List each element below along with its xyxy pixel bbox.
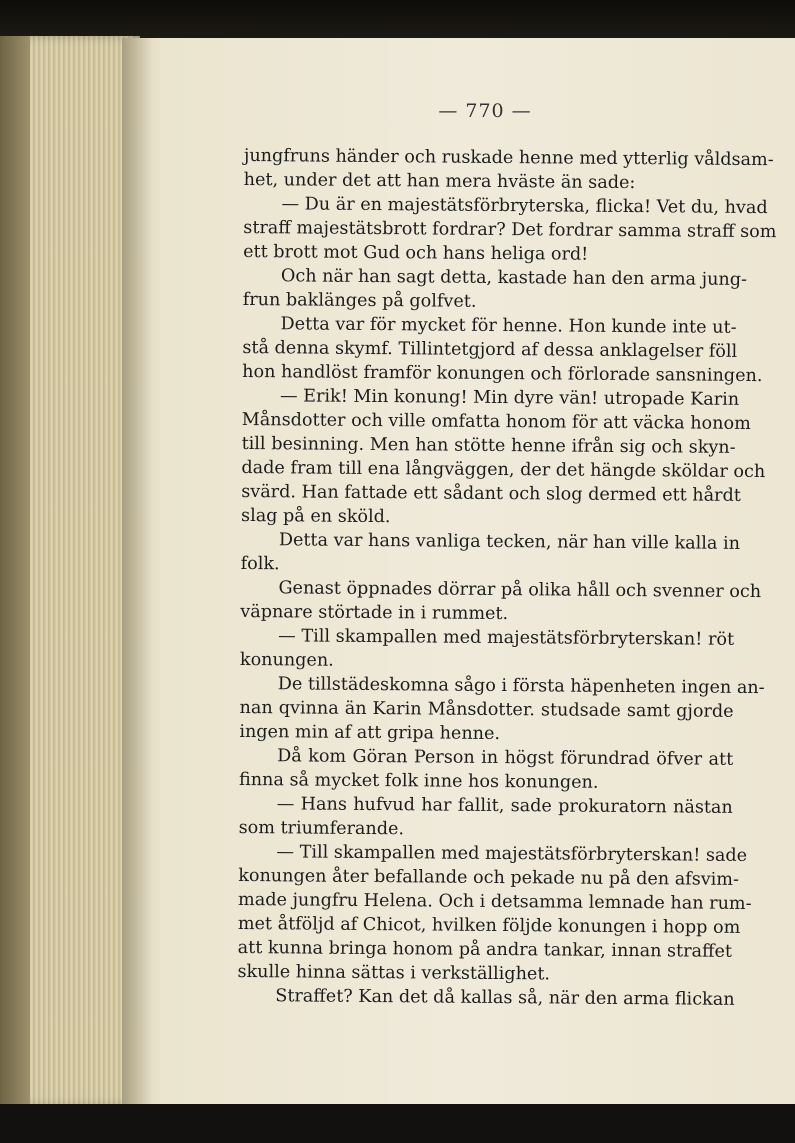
text-line: — Du är en majestätsförbryterska, flicka! Vet du, hvad bbox=[281, 194, 768, 219]
text-line: ett brott mot Gud och hans heliga ord! bbox=[243, 241, 589, 265]
paragraph bbox=[242, 312, 763, 388]
text-line: Detta var för mycket för henne. Hon kunde inte ut- bbox=[280, 314, 737, 338]
text-line: het, under det att han mera hväste än sade: bbox=[243, 169, 636, 194]
text-line: svärd. Han fattade ett sådant och slog dermed ett hårdt bbox=[241, 481, 741, 506]
text-line: — Till skampallen med majestätsförbryterskan! sade bbox=[276, 842, 748, 866]
text-line: frun baklänges på golfvet. bbox=[242, 289, 477, 312]
text-line: — Erik! Min konung! Min dyre vän! utropade Karin bbox=[279, 386, 740, 410]
text-line: folk. bbox=[240, 553, 280, 575]
text-line: De tillstädeskomna sågo i första häpenheten ingen an- bbox=[277, 674, 765, 699]
text-line: Genast öppnades dörrar på olika håll och svenner och bbox=[278, 578, 762, 603]
paragraph bbox=[240, 528, 741, 580]
text-line: — Till skampallen med majestätsförbryterskan! röt bbox=[278, 626, 735, 650]
text-line: dade fram till ena långväggen, der det hängde sköldar och bbox=[241, 457, 766, 483]
body-text bbox=[237, 144, 777, 1012]
page-number: — 770 — bbox=[438, 100, 532, 122]
paragraph bbox=[240, 384, 766, 532]
text-line: till besinning. Men han stötte henne ifrån sig och skyn- bbox=[241, 433, 736, 458]
paragraph bbox=[239, 744, 733, 796]
paragraph bbox=[243, 192, 777, 268]
background-top bbox=[0, 0, 795, 40]
text-line: straff majestätsbrott fordrar? Det fordrar samma straff som bbox=[243, 217, 777, 243]
paragraph bbox=[242, 264, 748, 316]
text-line: — Hans hufvud har fallit, sade prokuratorn nästan bbox=[276, 794, 733, 818]
paragraph bbox=[237, 840, 752, 988]
background-bottom bbox=[0, 1104, 795, 1143]
text-line: Och när han sagt detta, kastade han den arma jung- bbox=[280, 266, 748, 290]
text-line: konungen. bbox=[239, 649, 334, 671]
text-line: made jungfru Helena. Och i detsamma lemnade han rum- bbox=[237, 889, 752, 915]
text-line: met åtföljd af Chicot, hvilken följde konungen i hopp om bbox=[237, 913, 741, 938]
text-line: Månsdotter och ville omfatta honom för att väcka honom bbox=[241, 409, 751, 434]
text-line: hon handlöst framför konungen och förlorade sansningen. bbox=[242, 361, 763, 387]
paragraph bbox=[239, 792, 733, 844]
paragraph bbox=[240, 624, 734, 676]
text-line: ingen min af att gripa henne. bbox=[239, 721, 501, 745]
paragraph bbox=[239, 672, 765, 748]
text-line: Då kom Göran Person in högst förundrad öfver att bbox=[277, 746, 734, 770]
text-line: finna så mycket folk inne hos konungen. bbox=[238, 769, 599, 793]
text-line: att kunna bringa honom på andra tankar, innan straffet bbox=[237, 937, 733, 962]
text-line: Detta var hans vanliga tecken, när han ville kalla in bbox=[278, 530, 741, 554]
text-line: väpnare störtade in i rummet. bbox=[240, 601, 509, 625]
text-line: slag på en sköld. bbox=[240, 505, 391, 528]
text-line: jungfruns händer och ruskade henne med ytterlig våldsam- bbox=[243, 145, 774, 171]
paragraph bbox=[240, 576, 762, 628]
text-line: stå denna skymf. Tillintetgjord af dessa anklagelser föll bbox=[242, 337, 738, 362]
book-cover-edge bbox=[0, 36, 30, 1106]
text-line: skulle hinna sättas i verkställighet. bbox=[237, 961, 551, 985]
text-line: Straffet? Kan det då kallas så, när den arma flickan bbox=[275, 986, 735, 1010]
text-line: nan qvinna än Karin Månsdotter. studsade samt gjorde bbox=[239, 697, 734, 722]
paragraph bbox=[243, 144, 774, 196]
paragraph bbox=[237, 984, 735, 1012]
text-line: som triumferande. bbox=[238, 817, 405, 840]
gutter-shadow bbox=[122, 38, 152, 1106]
text-line: konungen åter befallande och pekade nu på den afsvim- bbox=[238, 865, 740, 890]
